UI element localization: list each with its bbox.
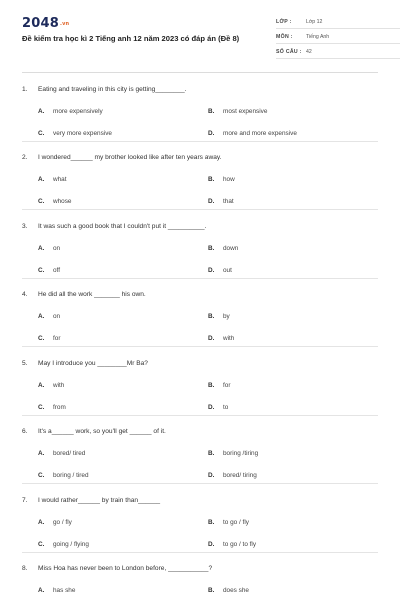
question-line [22, 494, 378, 506]
option-row [38, 169, 378, 191]
answer-option[interactable] [38, 313, 208, 320]
answer-option[interactable] [208, 404, 378, 411]
answer-option[interactable] [38, 587, 208, 594]
question-text: It's a______ work, so you'll get ______ of it. [38, 428, 166, 435]
option-text: on [53, 313, 61, 320]
option-text: bored/ tired [53, 450, 86, 457]
answer-option[interactable] [208, 587, 378, 594]
option-text: going / flying [53, 540, 89, 548]
question-item [22, 142, 378, 211]
option-text: down [223, 244, 239, 252]
option-letter: D. [208, 472, 215, 479]
option-letter: D. [208, 540, 215, 548]
question-item [22, 347, 378, 416]
answer-options [38, 511, 378, 555]
answer-options [38, 169, 378, 213]
answer-options [38, 306, 378, 350]
question-number: 2. [22, 154, 28, 161]
option-letter: C. [38, 129, 45, 137]
question-line [22, 220, 378, 232]
question-text: He did all the work _______ his own. [38, 291, 146, 298]
answer-option[interactable] [38, 245, 208, 252]
question-number: 5. [22, 359, 28, 367]
answer-option[interactable] [208, 382, 378, 389]
answer-option[interactable] [38, 450, 208, 457]
answer-option[interactable] [38, 519, 208, 526]
question-item [22, 484, 378, 553]
answer-option[interactable] [38, 472, 208, 479]
option-text: with [53, 381, 65, 389]
meta-key: SỐ CÂU : [276, 49, 302, 55]
question-number: 6. [22, 428, 28, 435]
option-letter: B. [208, 244, 215, 252]
question-text: It was such a good book that I couldn't put it __________. [38, 222, 207, 230]
answer-option[interactable] [38, 382, 208, 389]
option-text: boring / tired [53, 472, 89, 479]
option-text: how [223, 176, 235, 183]
question-text: I wondered______ my brother looked like after ten years away. [38, 154, 222, 161]
question-item [22, 553, 378, 600]
question-item [22, 416, 378, 485]
option-letter: C. [38, 266, 45, 274]
option-text: from [53, 403, 66, 411]
option-letter: B. [208, 518, 215, 526]
option-text: more expensively [53, 107, 103, 115]
answer-option[interactable] [208, 472, 378, 479]
option-row [38, 443, 378, 465]
option-row [38, 306, 378, 328]
answer-option[interactable] [38, 108, 208, 115]
option-letter: A. [38, 107, 45, 115]
option-text: by [223, 313, 230, 320]
option-text: does she [223, 587, 249, 594]
answer-option[interactable] [208, 267, 378, 274]
option-letter: A. [38, 381, 45, 389]
option-letter: A. [38, 176, 45, 183]
option-text: most expensive [223, 107, 268, 115]
question-item [22, 210, 378, 279]
option-letter: C. [38, 198, 45, 205]
answer-option[interactable] [208, 108, 378, 115]
option-letter: A. [38, 587, 45, 594]
option-letter: C. [38, 403, 45, 411]
answer-option[interactable] [38, 335, 208, 342]
option-letter: B. [208, 381, 215, 389]
question-item [22, 279, 378, 348]
question-number: 3. [22, 222, 28, 230]
answer-option[interactable] [208, 519, 378, 526]
option-text: for [223, 381, 231, 389]
option-letter: A. [38, 450, 45, 457]
option-text: very more expensive [53, 129, 112, 137]
answer-option[interactable] [208, 176, 378, 183]
option-row [38, 100, 378, 122]
question-number: 7. [22, 496, 28, 504]
option-row [38, 511, 378, 533]
option-text: go / fly [53, 518, 72, 526]
option-text: more and more expensive [223, 129, 297, 137]
answer-option[interactable] [208, 541, 378, 548]
option-letter: D. [208, 266, 215, 274]
option-text: to go / to fly [223, 540, 257, 548]
option-text: what [53, 176, 67, 183]
answer-option[interactable] [38, 130, 208, 137]
meta-key: MÔN : [276, 34, 293, 40]
option-letter: D. [208, 129, 215, 137]
logo-main: 2048 [22, 16, 59, 31]
option-letter: C. [38, 335, 45, 342]
answer-option[interactable] [208, 335, 378, 342]
option-text: to [223, 403, 229, 411]
answer-options [38, 237, 378, 281]
option-row [38, 580, 378, 600]
question-number: 1. [22, 85, 28, 93]
option-text: out [223, 266, 232, 274]
question-text: I would rather______ by train than______ [38, 496, 161, 504]
document-header [22, 14, 378, 72]
answer-options [38, 100, 378, 144]
option-letter: B. [208, 107, 215, 115]
meta-value: Tiếng Anh [306, 34, 330, 40]
meta-row-subject [276, 31, 400, 44]
answer-option[interactable] [208, 450, 378, 457]
option-text: that [223, 198, 234, 205]
question-number: 4. [22, 291, 28, 298]
option-letter: D. [208, 403, 215, 411]
answer-option[interactable] [208, 313, 378, 320]
question-line [22, 83, 378, 95]
meta-key: LỚP : [276, 19, 292, 25]
meta-info [276, 16, 400, 61]
meta-row-class [276, 16, 400, 29]
option-letter: D. [208, 335, 215, 342]
answer-options [38, 374, 378, 418]
option-text: has she [53, 587, 76, 594]
question-item [22, 73, 378, 142]
answer-option[interactable] [38, 267, 208, 274]
question-line [22, 563, 378, 575]
question-list [22, 73, 378, 600]
answer-options [38, 443, 378, 487]
option-letter: A. [38, 313, 45, 320]
option-text: for [53, 335, 61, 342]
answer-option[interactable] [38, 404, 208, 411]
answer-option[interactable] [208, 198, 378, 205]
option-letter: D. [208, 198, 215, 205]
option-text: whose [53, 198, 72, 205]
option-letter: C. [38, 540, 45, 548]
option-letter: A. [38, 244, 45, 252]
option-text: on [53, 244, 61, 252]
question-text: Eating and traveling in this city is getting________. [38, 85, 187, 93]
answer-option[interactable] [38, 198, 208, 205]
option-letter: C. [38, 472, 45, 479]
question-number: 8. [22, 565, 28, 572]
option-text: bored/ tiring [223, 472, 257, 479]
option-text: with [223, 335, 235, 342]
site-logo[interactable] [22, 16, 69, 31]
logo-sub: .vn [59, 20, 70, 27]
answer-option[interactable] [38, 176, 208, 183]
question-text: May I introduce you ________Mr Ba? [38, 359, 148, 367]
option-letter: B. [208, 313, 215, 320]
option-letter: B. [208, 176, 215, 183]
option-letter: A. [38, 518, 45, 526]
question-line [22, 357, 378, 369]
question-line [22, 152, 378, 164]
meta-value: Lớp 12 [306, 19, 323, 25]
question-text: Miss Hoa has never been to London before, ___________? [38, 565, 213, 572]
option-row [38, 237, 378, 259]
meta-value: 42 [306, 49, 312, 55]
question-line [22, 426, 378, 438]
answer-option[interactable] [208, 245, 378, 252]
option-text: off [53, 266, 60, 274]
meta-row-count [276, 46, 400, 59]
option-text: to go / fly [223, 518, 249, 526]
answer-options [38, 580, 378, 600]
option-letter: B. [208, 587, 215, 594]
document-title: Đề kiểm tra học kì 2 Tiếng anh 12 năm 2023 có đáp án (Đề 8) [22, 34, 240, 43]
option-text: boring /tiring [223, 450, 259, 457]
option-letter: B. [208, 450, 215, 457]
option-row [38, 374, 378, 396]
answer-option[interactable] [38, 541, 208, 548]
question-line [22, 289, 378, 301]
answer-option[interactable] [208, 130, 378, 137]
